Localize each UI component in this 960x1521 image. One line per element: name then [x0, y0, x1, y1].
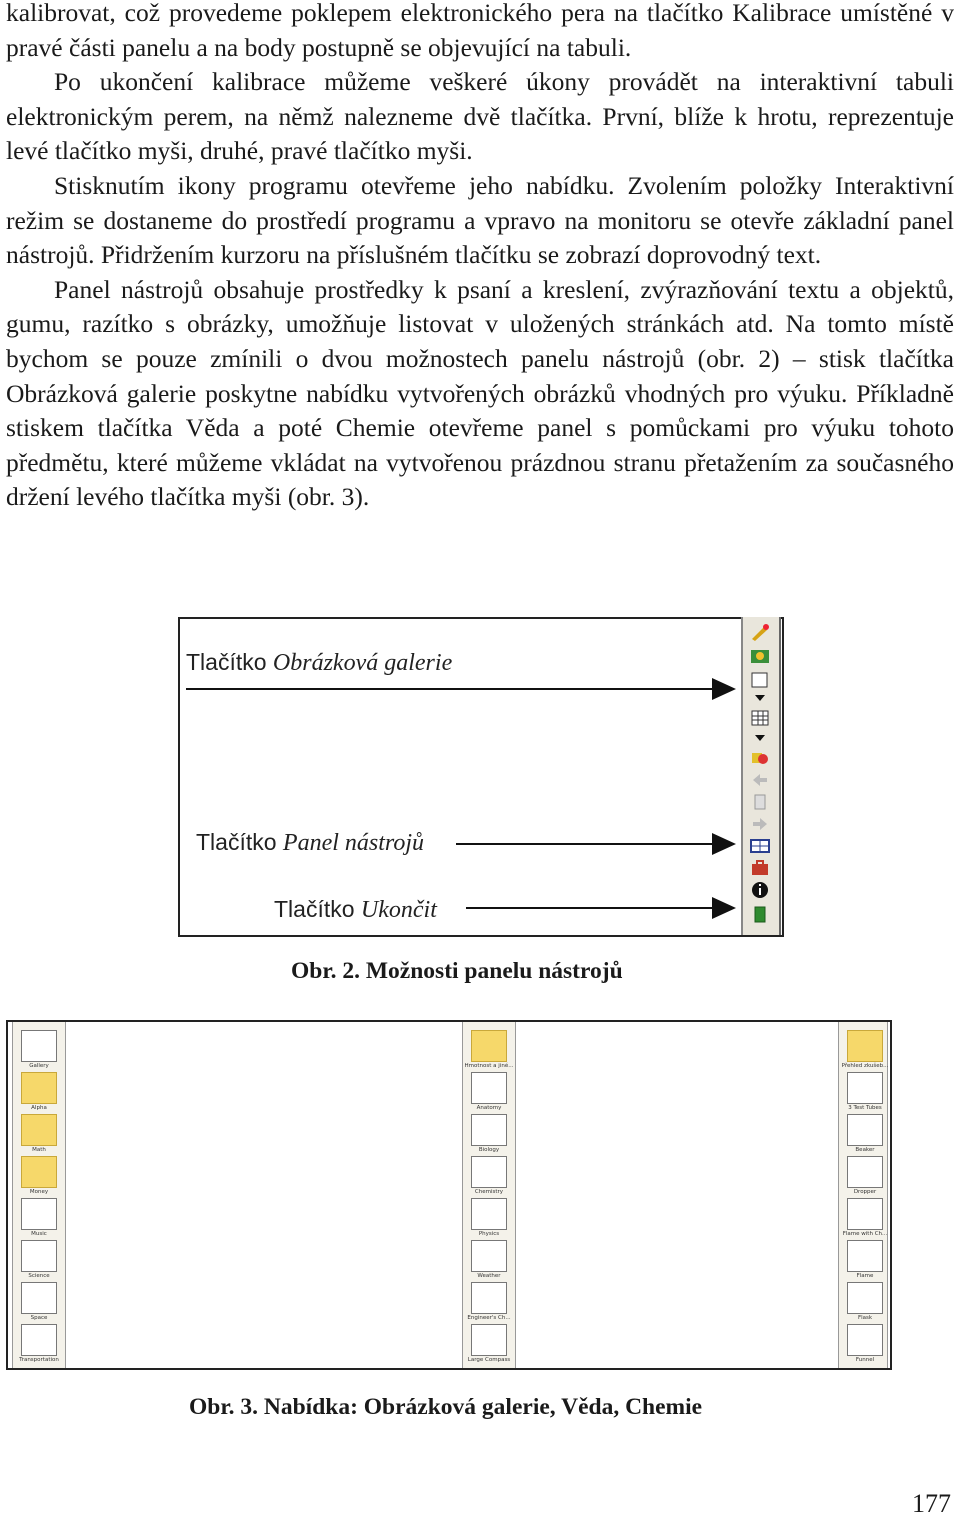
science-item-label: Weather — [477, 1273, 501, 1279]
paragraph-3: Stisknutím ikony programu otevřeme jeho nabídku. Zvolením položky Interaktivní režim se dostaneme do prostředí programu a vpravo na monitoru se otevře základní panel nástrojů. Přidržením kurzoru na příslušném tlačítku se zobrazí doprovodný text. — [6, 170, 954, 270]
science-item-tile[interactable] — [471, 1282, 507, 1314]
gallery-item-tile[interactable] — [21, 1324, 57, 1356]
page-number: 177 — [912, 1489, 951, 1518]
chemistry-item-label: Funnel — [855, 1357, 875, 1363]
science-item-tile[interactable] — [471, 1114, 507, 1146]
pages-icon[interactable] — [749, 793, 771, 811]
chemistry-strip — [838, 1022, 888, 1368]
table-icon[interactable] — [749, 709, 771, 727]
gallery-item-label: Space — [30, 1315, 48, 1321]
gallery-item-label: Science — [28, 1273, 50, 1279]
info-icon[interactable] — [749, 881, 771, 899]
page-icon[interactable] — [749, 671, 771, 689]
gallery-icon[interactable] — [749, 647, 771, 665]
callout-gallery: Tlačítko Obrázková galerie — [186, 649, 453, 676]
toolbox-icon[interactable] — [749, 859, 771, 877]
arrow-exit — [466, 907, 716, 909]
gallery-item-tile[interactable] — [21, 1198, 57, 1230]
tool-panel — [741, 617, 781, 935]
chemistry-item-label: Flame with Ch... — [842, 1231, 888, 1237]
dropdown-icon[interactable] — [749, 729, 771, 747]
science-strip — [462, 1022, 516, 1368]
gallery-item-label: Music — [31, 1231, 47, 1237]
chemistry-item-tile[interactable] — [847, 1240, 883, 1272]
figure2-caption: Obr. 2. Možnosti panelu nástrojů — [291, 958, 623, 984]
science-item-label: Hmotnost a jiné... — [464, 1063, 514, 1069]
science-item-tile[interactable] — [471, 1324, 507, 1356]
gallery-item-tile[interactable] — [21, 1072, 57, 1104]
figure-gallery-panels — [6, 1020, 892, 1370]
science-item-label: Biology — [478, 1147, 500, 1153]
body-text — [6, 0, 954, 515]
science-item-label: Engineer's Ch... — [467, 1315, 511, 1321]
exit-icon[interactable] — [749, 905, 771, 923]
gallery-item-tile[interactable] — [21, 1240, 57, 1272]
pen-icon[interactable] — [749, 623, 771, 641]
arrowhead-exit — [712, 897, 736, 919]
chemistry-item-label: 3 Test Tubes — [848, 1105, 882, 1111]
gallery-item-tile[interactable] — [21, 1114, 57, 1146]
arrow-panel — [456, 843, 716, 845]
chemistry-item-label: Dropper — [853, 1189, 877, 1195]
arrowhead-gallery — [712, 678, 736, 700]
chemistry-item-tile[interactable] — [847, 1156, 883, 1188]
chemistry-item-label: Flask — [857, 1315, 873, 1321]
forward-arrow-icon[interactable] — [749, 815, 771, 833]
paragraph-4: Panel nástrojů obsahuje prostředky k psaní a kreslení, zvýrazňování textu a objektů, gumu, razítko s obrázky, umožňuje listovat v uložených stránkách atd. Na tomto místě bychom se pouze zmínili o dvou možnostech panelu nástrojů (obr. 2) – stisk tlačítka Obrázková galerie poskytne nabídku vytvořených obrázků vhodných pro výuku. Příkladně stiskem tlačítka Věda a poté Chemie otevřeme panel s pomůckami pro výuku tohoto předmětu, které můžeme vkládat na vytvořenou prázdnou stranu přetažením za současného držení levého tlačítka myši (obr. 3). — [6, 274, 954, 512]
back-arrow-icon[interactable] — [749, 771, 771, 789]
chemistry-item-tile[interactable] — [847, 1114, 883, 1146]
chemistry-item-tile[interactable] — [847, 1030, 883, 1062]
science-item-label: Anatomy — [476, 1105, 502, 1111]
callout-exit: Tlačítko Ukončit — [274, 896, 437, 923]
science-item-tile[interactable] — [471, 1156, 507, 1188]
callout-panel: Tlačítko Panel nástrojů — [196, 829, 425, 856]
gallery-item-label: Gallery — [29, 1063, 49, 1069]
chemistry-item-tile[interactable] — [847, 1198, 883, 1230]
gallery-item-label: Money — [29, 1189, 49, 1195]
gallery-item-tile[interactable] — [21, 1030, 57, 1062]
chemistry-item-label: Beaker — [855, 1147, 875, 1153]
science-item-label: Chemistry — [474, 1189, 504, 1195]
science-item-tile[interactable] — [471, 1030, 507, 1062]
chemistry-item-tile[interactable] — [847, 1072, 883, 1104]
dropdown-icon[interactable] — [749, 689, 771, 707]
shapes-icon[interactable] — [749, 749, 771, 767]
paragraph-2: Po ukončení kalibrace můžeme veškeré úkony provádět na interaktivní tabuli elektronickým perem, na němž nalezneme dvě tlačítka. První, blíže k hrotu, reprezentuje levé tlačítko myši, druhé, pravé tlačítko myši. — [6, 67, 954, 166]
chemistry-item-tile[interactable] — [847, 1324, 883, 1356]
arrow-gallery — [186, 688, 716, 690]
gallery-item-tile[interactable] — [21, 1156, 57, 1188]
science-item-tile[interactable] — [471, 1198, 507, 1230]
gallery-item-label: Alpha — [31, 1105, 47, 1111]
science-item-tile[interactable] — [471, 1072, 507, 1104]
chemistry-item-label: Flame — [856, 1273, 874, 1279]
science-item-label: Large Compass — [467, 1357, 511, 1363]
arrowhead-panel — [712, 833, 736, 855]
science-item-label: Physics — [478, 1231, 500, 1237]
figure3-caption: Obr. 3. Nabídka: Obrázková galerie, Věda, Chemie — [189, 1394, 703, 1420]
chemistry-item-label: Přehled zkušeb... — [841, 1063, 889, 1069]
gallery-item-label: Transportation — [19, 1357, 59, 1363]
figure-toolbar-panel — [178, 617, 784, 937]
paragraph-1: kalibrovat, což provedeme poklepem elektronického pera na tlačítko Kalibrace umístěné v pravé části panelu a na body postupně se objevující na tabuli. — [6, 0, 954, 62]
tool-panel-icon[interactable] — [749, 837, 771, 855]
gallery-strip — [12, 1022, 66, 1368]
science-item-tile[interactable] — [471, 1240, 507, 1272]
gallery-item-label: Math — [32, 1147, 46, 1153]
chemistry-item-tile[interactable] — [847, 1282, 883, 1314]
gallery-item-tile[interactable] — [21, 1282, 57, 1314]
